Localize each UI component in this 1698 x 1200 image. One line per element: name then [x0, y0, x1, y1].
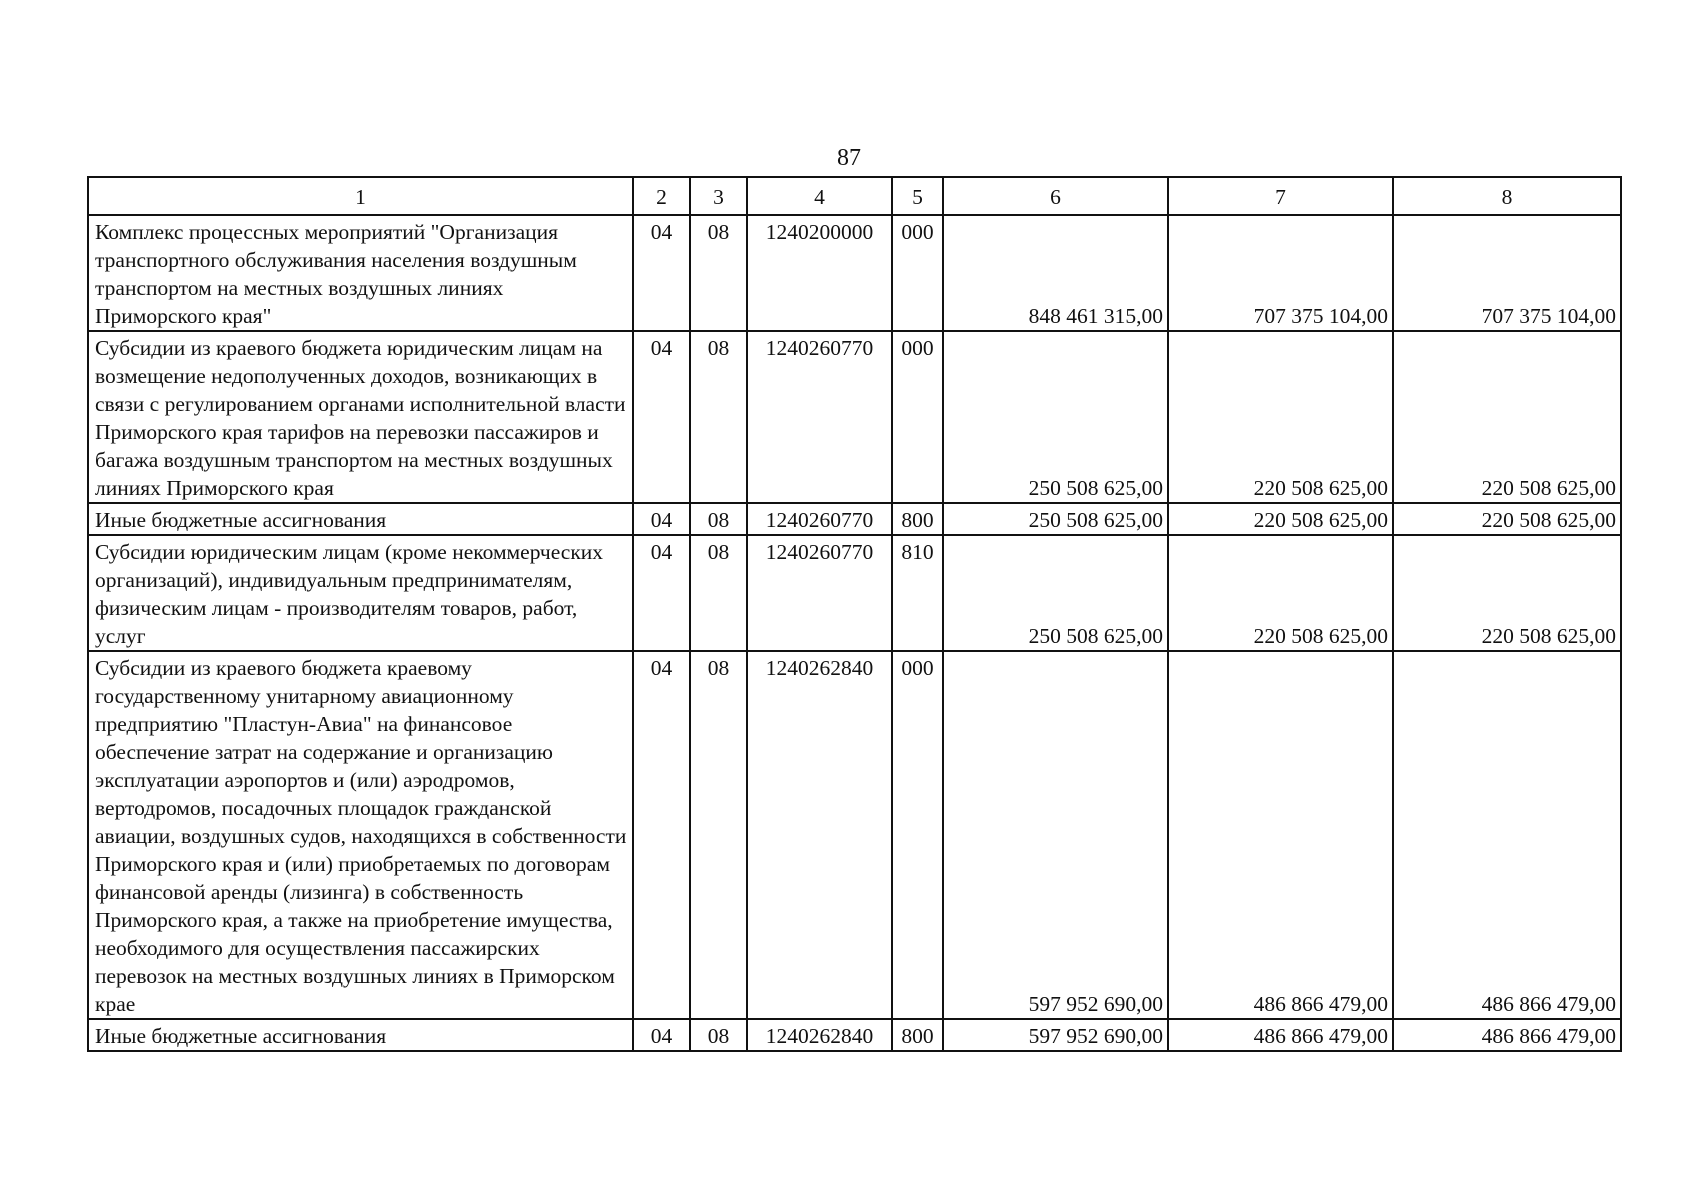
row-description: Иные бюджетные ассигнования: [88, 503, 633, 535]
expense-type-code: 000: [892, 651, 943, 1019]
amount-col-8: 220 508 625,00: [1393, 503, 1621, 535]
section-code: 04: [633, 331, 690, 503]
header-cell: 7: [1168, 177, 1393, 215]
header-cell: 5: [892, 177, 943, 215]
expense-type-code: 000: [892, 331, 943, 503]
subsection-code: 08: [690, 331, 747, 503]
target-article-code: 1240262840: [747, 651, 892, 1019]
subsection-code: 08: [690, 1019, 747, 1051]
target-article-code: 1240200000: [747, 215, 892, 331]
table-row: [88, 535, 1621, 651]
table-row: [88, 331, 1621, 503]
page-number: 87: [837, 145, 861, 171]
table-row: [88, 215, 1621, 331]
amount-col-8: 220 508 625,00: [1393, 535, 1621, 651]
amount-col-7: 220 508 625,00: [1168, 331, 1393, 503]
amount-col-8: 486 866 479,00: [1393, 1019, 1621, 1051]
target-article-code: 1240260770: [747, 535, 892, 651]
target-article-code: 1240260770: [747, 503, 892, 535]
row-description: Субсидии из краевого бюджета юридическим лицам на возмещение недополученных доходов, возникающих в связи с регулированием органами исполнительной власти Приморского края тарифов на перевозки пассажиров и багажа воздушным транспортом на местных воздушных линиях Приморского края: [88, 331, 633, 503]
row-description: Иные бюджетные ассигнования: [88, 1019, 633, 1051]
section-code: 04: [633, 1019, 690, 1051]
target-article-code: 1240260770: [747, 331, 892, 503]
section-code: 04: [633, 651, 690, 1019]
target-article-code: 1240262840: [747, 1019, 892, 1051]
section-code: 04: [633, 535, 690, 651]
subsection-code: 08: [690, 215, 747, 331]
subsection-code: 08: [690, 503, 747, 535]
table-row: [88, 503, 1621, 535]
subsection-code: 08: [690, 651, 747, 1019]
amount-col-8: 707 375 104,00: [1393, 215, 1621, 331]
section-code: 04: [633, 215, 690, 331]
table-row: [88, 1019, 1621, 1051]
expense-type-code: 800: [892, 1019, 943, 1051]
expense-type-code: 810: [892, 535, 943, 651]
header-cell: 4: [747, 177, 892, 215]
amount-col-7: 220 508 625,00: [1168, 503, 1393, 535]
header-cell: 1: [88, 177, 633, 215]
amount-col-7: 220 508 625,00: [1168, 535, 1393, 651]
header-cell: 3: [690, 177, 747, 215]
amount-col-6: 250 508 625,00: [943, 535, 1168, 651]
amount-col-6: 250 508 625,00: [943, 503, 1168, 535]
section-code: 04: [633, 503, 690, 535]
amount-col-6: 597 952 690,00: [943, 651, 1168, 1019]
amount-col-8: 220 508 625,00: [1393, 331, 1621, 503]
row-description: Субсидии из краевого бюджета краевому государственному унитарному авиационному предприятию "Пластун-Авиа" на финансовое обеспечение затрат на содержание и организацию эксплуатации аэропортов и (или) аэродромов, вертодромов, посадочных площадок гражданской авиации, воздушных судов, находящихся в собственности Приморского края и (или) приобретаемых по договорам финансовой аренды (лизинга) в собственность Приморского края, а также на приобретение имущества, необходимого для осуществления пассажирских перевозок на местных воздушных линиях в Приморском крае: [88, 651, 633, 1019]
table-header-row: [88, 177, 1621, 215]
amount-col-7: 486 866 479,00: [1168, 1019, 1393, 1051]
amount-col-8: 486 866 479,00: [1393, 651, 1621, 1019]
expense-type-code: 800: [892, 503, 943, 535]
budget-table: [87, 176, 1622, 1052]
amount-col-6: 250 508 625,00: [943, 331, 1168, 503]
expense-type-code: 000: [892, 215, 943, 331]
header-cell: 2: [633, 177, 690, 215]
header-cell: 8: [1393, 177, 1621, 215]
row-description: Комплекс процессных мероприятий "Организация транспортного обслуживания населения воздушным транспортом на местных воздушных линиях Приморского края": [88, 215, 633, 331]
table-row: [88, 651, 1621, 1019]
header-cell: 6: [943, 177, 1168, 215]
amount-col-7: 486 866 479,00: [1168, 651, 1393, 1019]
subsection-code: 08: [690, 535, 747, 651]
row-description: Субсидии юридическим лицам (кроме некоммерческих организаций), индивидуальным предпринимателям, физическим лицам - производителям товаров, работ, услуг: [88, 535, 633, 651]
amount-col-6: 848 461 315,00: [943, 215, 1168, 331]
amount-col-6: 597 952 690,00: [943, 1019, 1168, 1051]
amount-col-7: 707 375 104,00: [1168, 215, 1393, 331]
